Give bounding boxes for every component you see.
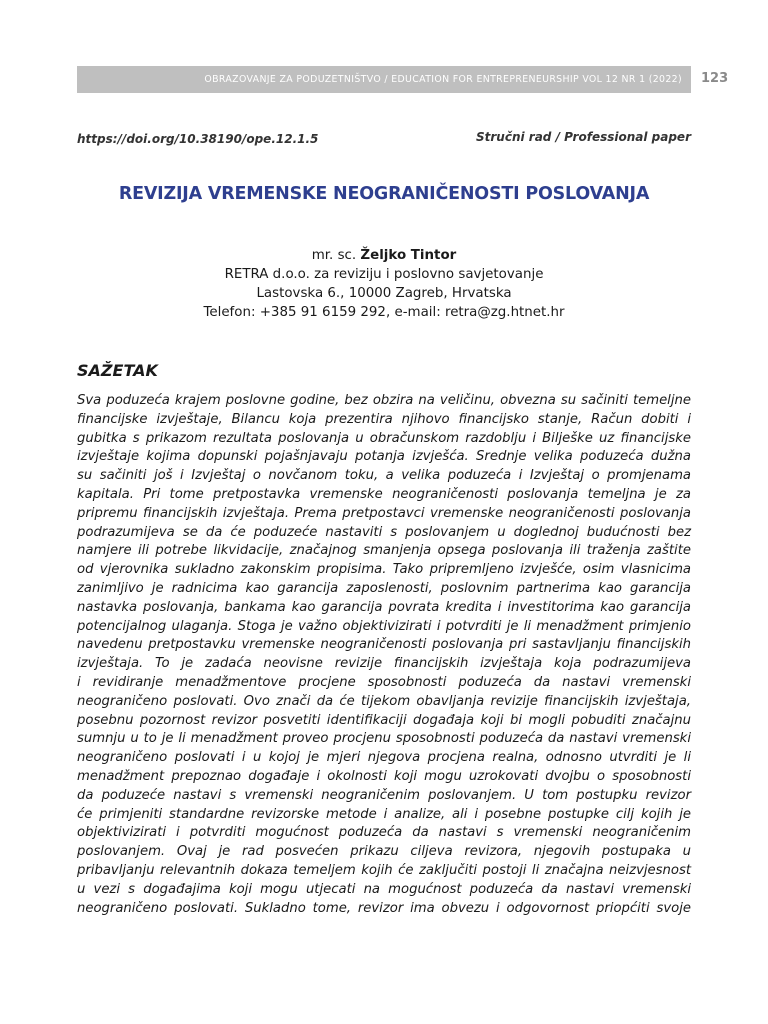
- abstract-line: neograničeno poslovati i u kojoj je mjeri njegova procjena realna, odnosno utvrditi je li: [77, 750, 691, 766]
- author-name: Željko Tintor: [360, 248, 457, 263]
- author-block: [77, 246, 691, 322]
- page-number: 123: [701, 71, 729, 86]
- abstract-line: Sva poduzeća krajem poslovne godine, bez obzira na veličinu, obvezna su sačiniti temeljne: [77, 393, 691, 408]
- abstract-line: da poduzeće nastavi s vremenski neograničenim poslovanjem. U tom postupku revizor: [77, 787, 691, 803]
- abstract-line: pribavljanju relevantnih dokaza temeljem kojih će zaključiti postoji li značajna neizvjesnost: [77, 862, 691, 878]
- abstract-line: financijske izvještaje, Bilancu koja prezentira njihovo financijsko stanje, Račun dobiti i: [77, 411, 691, 427]
- abstract-heading: SAŽETAK: [77, 361, 158, 380]
- author-contact: Telefon: +385 91 6159 292, e-mail: retra@zg.htnet.hr: [203, 305, 565, 320]
- abstract-line: poslovanjem. Ovaj je rad posvećen prikazu ciljeva revizora, njegovih postupaka u: [77, 844, 691, 860]
- doi-link[interactable]: https://doi.org/10.38190/ope.12.1.5: [77, 132, 319, 146]
- author-prefix: mr. sc.: [311, 248, 361, 263]
- abstract-line: potencijalnog ulaganja. Stoga je važno objektivizirati i potvrditi je li menadžment primjenio: [77, 618, 691, 634]
- journal-header-bar: [77, 66, 691, 93]
- abstract-line: zanimljivo je radnicima kao garancija zaposlenosti, poslovnim partnerima kao garancija: [77, 580, 691, 596]
- abstract-line: menadžment prepoznao događaje i okolnosti koji mogu uzrokovati dvojbu o sposobnosti: [77, 768, 691, 784]
- abstract-line: od vjerovnika sukladno zakonskim propisima. Tako pripremljeno izvješće, osim vlasnicima: [77, 562, 691, 578]
- abstract-line: objektivizirati i potvrditi mogućnost poduzeća da nastavi s vremenski neograničenim: [77, 825, 691, 841]
- paper-type-label: Stručni rad / Professional paper: [476, 130, 691, 144]
- abstract-line: kapitala. Pri tome pretpostavka vremenske neograničenosti poslovanja temeljna je za: [77, 486, 691, 502]
- paper-title: REVIZIJA VREMENSKE NEOGRANIČENOSTI POSLOVANJA: [118, 184, 650, 204]
- abstract-line: sumnju u to je li menadžment proveo procjenu sposobnosti poduzeća da nastavi vremenski: [77, 731, 691, 747]
- abstract-line: izvještaje kojima dopunski pojašnjavaju potanja izvješća. Srednje velika poduzeća dužna: [77, 449, 691, 465]
- journal-header-text: OBRAZOVANJE ZA PODUZETNIŠTVO / EDUCATION FOR ENTREPRENEURSHIP VOL 12 NR 1 (2022): [204, 74, 682, 85]
- abstract-line: nastavka poslovanja, bankama kao garancija povrata kredita i investitorima kao garancija: [77, 599, 691, 615]
- abstract-line: su sačiniti još i Izvještaj o novčanom toku, a velika poduzeća i Izvještaj o promjenama: [77, 468, 691, 484]
- abstract-line: neograničeno poslovati. Sukladno tome, revizor ima obvezu i odgovornost priopćiti svoje: [77, 900, 691, 916]
- author-address: Lastovska 6., 10000 Zagreb, Hrvatska: [256, 286, 512, 301]
- abstract-line: pripremu financijskih izvještaja. Prema pretpostavci vremenske neograničenosti poslovanja: [77, 505, 691, 521]
- abstract-line: namjere ili potrebe likvidacije, značajnog smanjenja opsega poslovanja ili traženja zaštite: [77, 543, 691, 559]
- abstract-line: gubitka s prikazom rezultata poslovanja u obračunskom razdoblju i Bilješke uz financijske: [77, 430, 691, 446]
- abstract-line: navedenu pretpostavku vremenske neograničenosti poslovanja pri sastavljanju financijskih: [77, 637, 691, 653]
- abstract-body: [77, 392, 691, 918]
- abstract-line: podrazumijeva se da će poduzeće nastaviti s poslovanjem u doglednoj budućnosti bez: [77, 524, 691, 540]
- abstract-line: izvještaja. To je zadaća neovisne revizije financijskih izvještaja koja podrazumijeva: [77, 656, 691, 672]
- abstract-line: posebnu pozornost revizor posvetiti identifikaciji događaja koji bi mogli pobuditi značajnu: [77, 712, 691, 728]
- abstract-line: neograničeno poslovati. Ovo znači da će tijekom obavljanja revizije financijskih izvještaja,: [77, 693, 691, 709]
- abstract-line: će primjeniti standardne revizorske metode i analize, ali i posebne postupke cilj kojih je: [77, 806, 691, 822]
- abstract-line: i revidiranje menadžmentove procjene sposobnosti poduzeća da nastavi vremenski: [77, 674, 691, 690]
- author-line: [77, 246, 691, 265]
- abstract-line: u vezi s događajima koji mogu utjecati na mogućnost poduzeća da nastavi vremenski: [77, 881, 691, 897]
- author-organization: RETRA d.o.o. za reviziju i poslovno savjetovanje: [224, 267, 544, 282]
